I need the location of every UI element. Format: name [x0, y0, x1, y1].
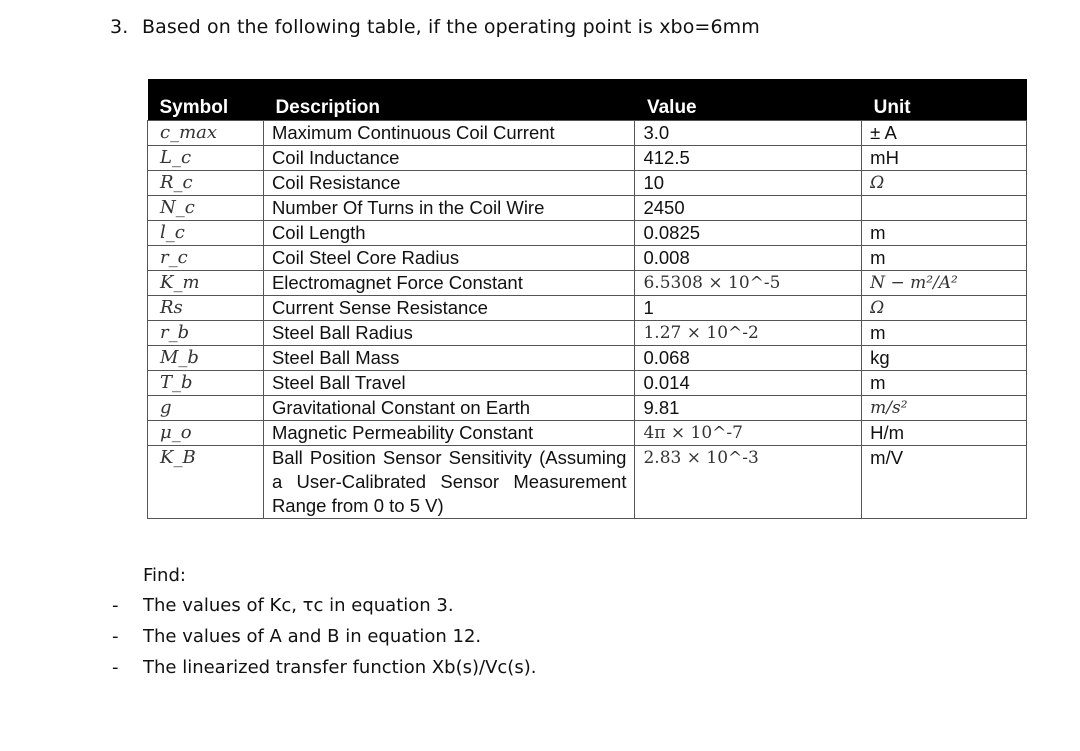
task-text: The values of Kc, τc in equation 3. [143, 595, 454, 616]
value-cell: 10 [635, 171, 862, 196]
table-row [148, 371, 1027, 396]
symbol-cell: K_m [148, 271, 264, 296]
list-item [112, 625, 536, 656]
unit-cell: m [862, 221, 1027, 246]
value-cell: 0.008 [635, 246, 862, 271]
description-cell: Coil Inductance [263, 146, 635, 171]
description-cell: Magnetic Permeability Constant [263, 421, 635, 446]
symbol-cell: R_c [148, 171, 264, 196]
symbol-cell: T_b [148, 371, 264, 396]
table-row [148, 171, 1027, 196]
value-cell: 2.83 × 10^-3 [635, 446, 862, 519]
description-cell: Steel Ball Travel [263, 371, 635, 396]
unit-cell: m [862, 246, 1027, 271]
symbol-cell: L_c [148, 146, 264, 171]
value-cell: 9.81 [635, 396, 862, 421]
question-number: 3. [110, 16, 129, 38]
value-cell: 0.068 [635, 346, 862, 371]
find-label: Find: [143, 565, 186, 586]
value-cell: 1.27 × 10^-2 [635, 321, 862, 346]
description-cell: Coil Resistance [263, 171, 635, 196]
table-row [148, 271, 1027, 296]
value-cell: 3.0 [635, 121, 862, 146]
unit-cell: m/s² [862, 396, 1027, 421]
unit-cell: m [862, 321, 1027, 346]
description-cell: Gravitational Constant on Earth [263, 396, 635, 421]
value-cell: 0.0825 [635, 221, 862, 246]
unit-cell: ± A [862, 121, 1027, 146]
unit-cell: Ω [862, 171, 1027, 196]
description-cell: Coil Length [263, 221, 635, 246]
table-row [148, 321, 1027, 346]
symbol-cell: r_c [148, 246, 264, 271]
symbol-cell: l_c [148, 221, 264, 246]
table-row [148, 446, 1027, 519]
symbol-cell: r_b [148, 321, 264, 346]
table-row [148, 296, 1027, 321]
unit-cell [862, 196, 1027, 221]
table-header-row [148, 79, 1027, 121]
table-row [148, 121, 1027, 146]
symbol-cell: K_B [148, 446, 264, 519]
description-cell: Steel Ball Mass [263, 346, 635, 371]
unit-cell: kg [862, 346, 1027, 371]
table-row [148, 246, 1027, 271]
description-cell: Current Sense Resistance [263, 296, 635, 321]
unit-cell: m/V [862, 446, 1027, 519]
symbol-cell: g [148, 396, 264, 421]
description-cell: Number Of Turns in the Coil Wire [263, 196, 635, 221]
value-cell: 0.014 [635, 371, 862, 396]
table-row [148, 146, 1027, 171]
bullet-dash: - [112, 595, 119, 616]
value-cell: 6.5308 × 10^-5 [635, 271, 862, 296]
question-text: Based on the following table, if the operating point is xbo=6mm [142, 16, 760, 38]
symbol-cell: c_max [148, 121, 264, 146]
description-cell: Maximum Continuous Coil Current [263, 121, 635, 146]
unit-cell: Ω [862, 296, 1027, 321]
table-row [148, 221, 1027, 246]
symbol-cell: μ_o [148, 421, 264, 446]
task-text: The values of A and B in equation 12. [143, 626, 482, 647]
value-cell: 412.5 [635, 146, 862, 171]
task-list [112, 594, 536, 687]
unit-cell: N − m²/A² [862, 271, 1027, 296]
header-value: Value [635, 79, 862, 121]
description-cell: Steel Ball Radius [263, 321, 635, 346]
header-unit: Unit [862, 79, 1027, 121]
bullet-dash: - [112, 657, 119, 678]
header-description: Description [263, 79, 635, 121]
value-cell: 4π × 10^-7 [635, 421, 862, 446]
question-heading [110, 16, 760, 38]
description-cell: Ball Position Sensor Sensitivity (Assuming a User-Calibrated Sensor Measurement Range from 0 to 5 V) [263, 446, 635, 519]
unit-cell: m [862, 371, 1027, 396]
table-row [148, 346, 1027, 371]
symbol-cell: M_b [148, 346, 264, 371]
list-item [112, 656, 536, 687]
parameter-table [147, 79, 1027, 519]
description-cell: Electromagnet Force Constant [263, 271, 635, 296]
unit-cell: mH [862, 146, 1027, 171]
symbol-cell: Rs [148, 296, 264, 321]
value-cell: 2450 [635, 196, 862, 221]
list-item [112, 594, 536, 625]
table-row [148, 421, 1027, 446]
header-symbol: Symbol [148, 79, 264, 121]
bullet-dash: - [112, 626, 119, 647]
table-row [148, 196, 1027, 221]
symbol-cell: N_c [148, 196, 264, 221]
unit-cell: H/m [862, 421, 1027, 446]
task-text: The linearized transfer function Xb(s)/Vc(s). [143, 657, 537, 678]
value-cell: 1 [635, 296, 862, 321]
description-cell: Coil Steel Core Radius [263, 246, 635, 271]
table-row [148, 396, 1027, 421]
